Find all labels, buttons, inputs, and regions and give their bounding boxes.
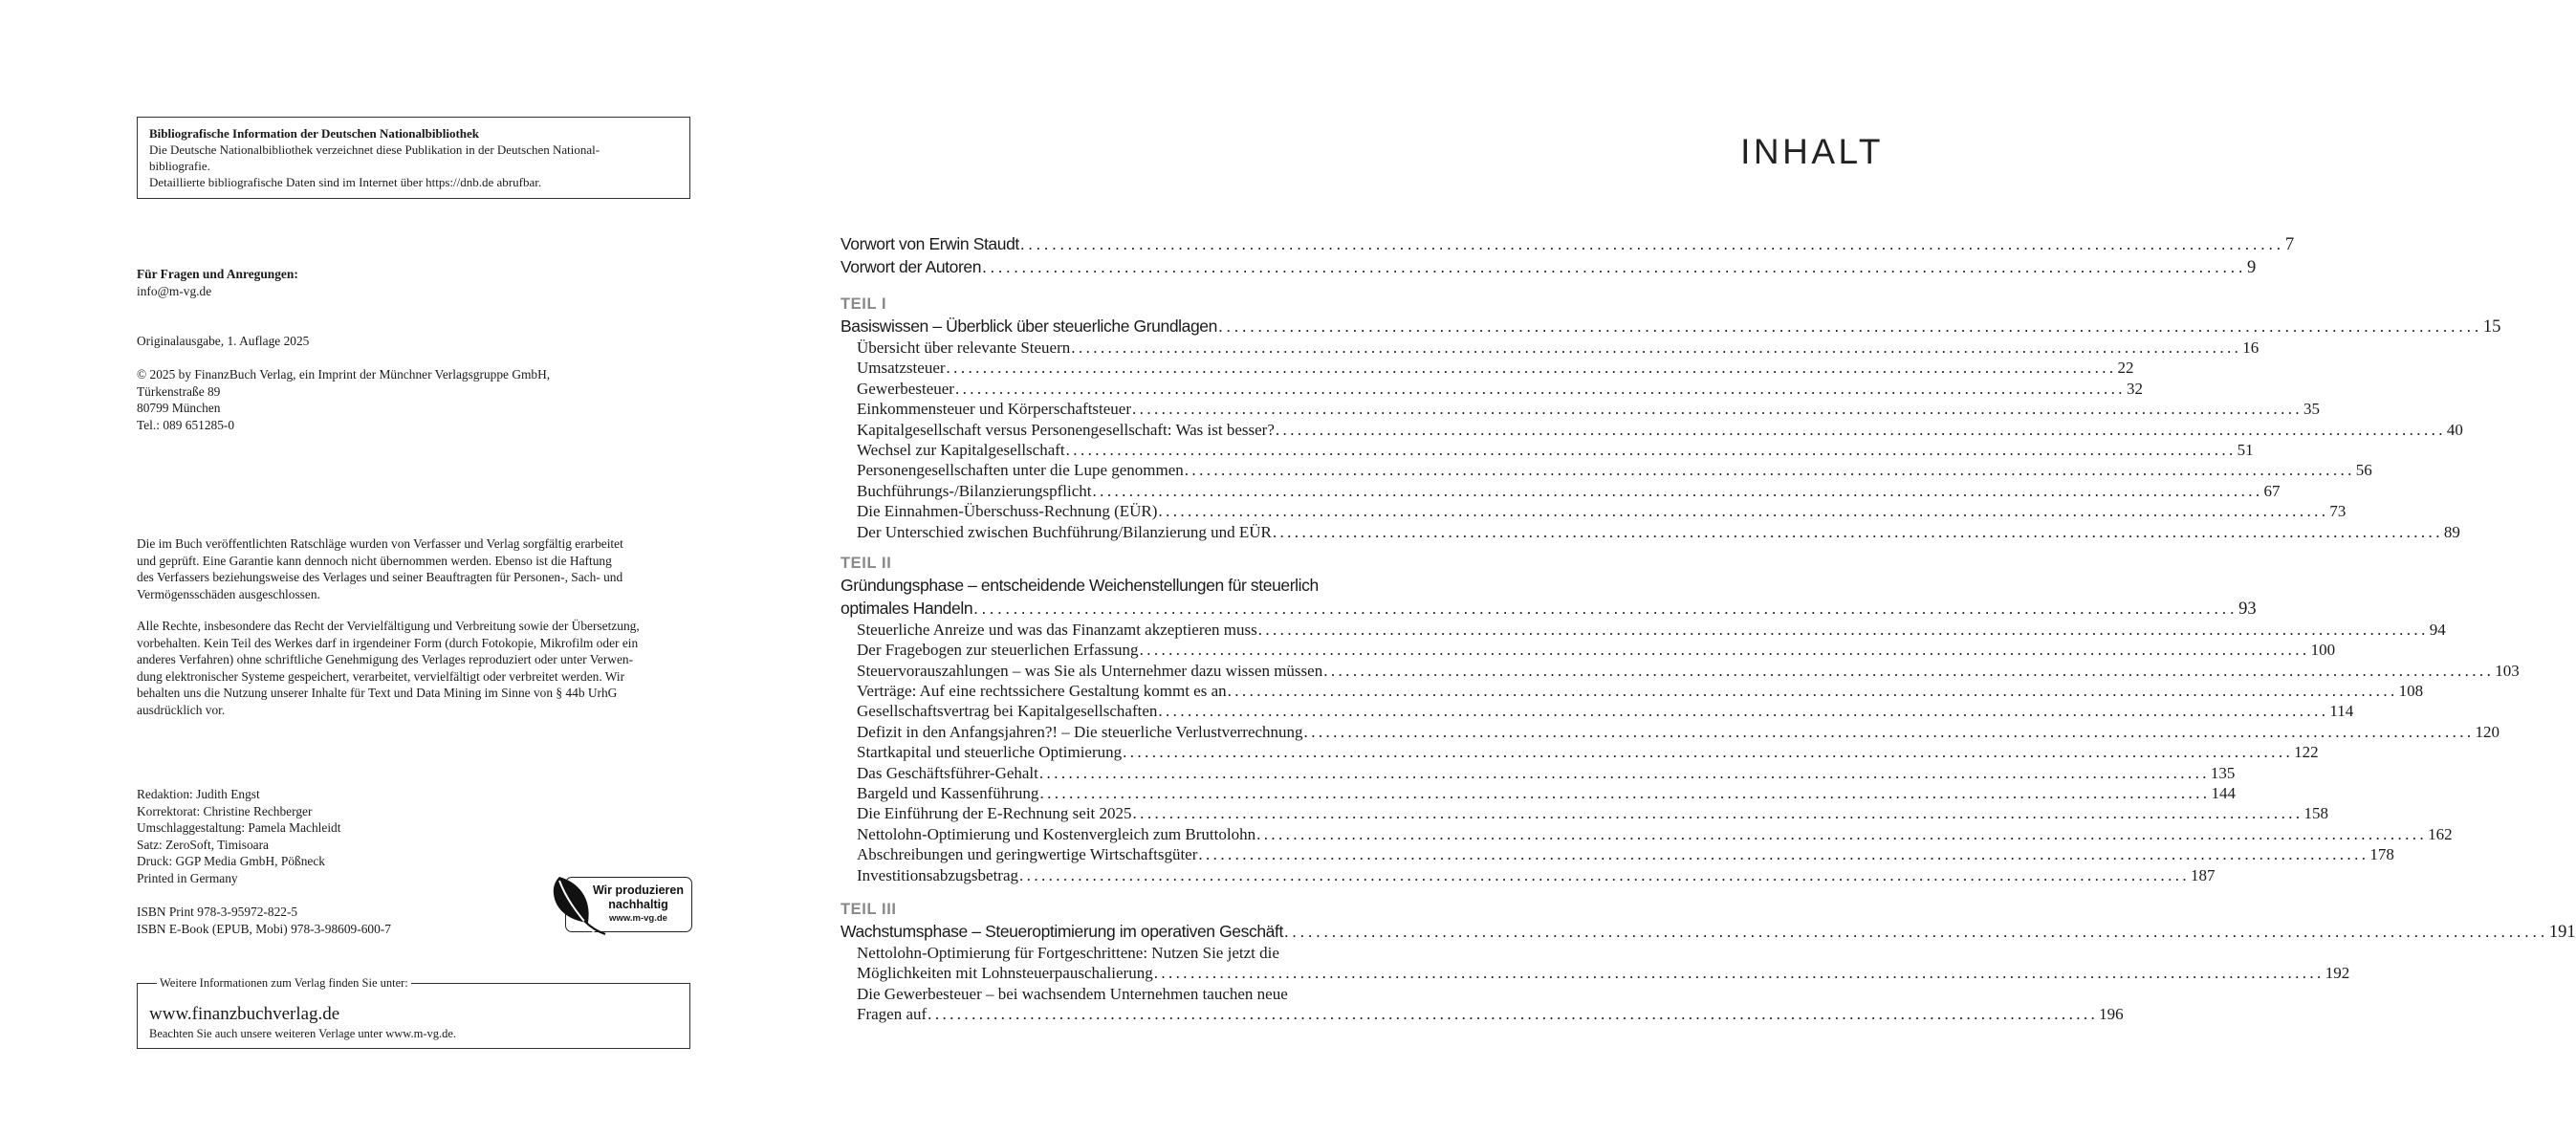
imprint-page [0,0,765,1134]
disclaimer-line: Die im Buch veröffentlichten Ratschläge wurden von Verfasser und Verlag sorgfältig erarbeitet [137,536,623,551]
toc-entry-page: 100 [2310,641,2336,660]
disclaimer-line: und geprüft. Eine Garantie kann dennoch nicht übernommen werden. Ebenso ist die Haftung [137,553,612,568]
credits-block [137,786,691,887]
toc-entry-part[interactable] [840,920,2576,943]
leaf-icon [550,873,607,936]
toc-title: INHALT [1740,132,1884,171]
dot-leader [1154,963,2325,983]
toc-entry-title: Gesellschaftsvertrag bei Kapitalgesellschaften [857,702,1158,721]
disclaimer-line: Vermögensschäden ausgeschlossen. [137,586,320,601]
part-label: TEIL II [840,554,892,572]
credit-line: Redaktion: Judith Engst [137,787,260,801]
toc-entry-title: Bargeld und Kassenführung [857,784,1039,803]
dot-leader [1123,742,2293,762]
dot-leader [1066,440,2237,460]
toc-entry-page: 187 [2191,865,2216,884]
toc-entry-page: 178 [2369,845,2394,864]
toc-entry-title: Die Einführung der E-Rechnung seit 2025 [857,804,1132,823]
credit-line: Korrektorat: Christine Rechberger [137,803,313,818]
toc-entry-title: Wechsel zur Kapitalgesellschaft [857,440,1065,459]
dot-leader [1093,481,2263,501]
toc-entry-chapter[interactable] [857,620,2446,640]
toc-entry-chapter[interactable] [857,420,2463,440]
bibliographic-info-box [137,117,690,199]
toc-entry-page: 162 [2428,824,2453,843]
part-label: TEIL III [840,900,897,918]
toc-entry-page: 114 [2329,702,2354,721]
toc-entry-page: 103 [2495,661,2520,680]
toc-entry-chapter[interactable] [857,783,2236,803]
toc-entry-page: 94 [2429,620,2446,639]
toc-entry-chapter[interactable] [857,865,2216,885]
dot-leader [1218,315,2482,338]
dot-leader [1039,763,2210,783]
toc-entry-title: Fragen auf [857,1005,928,1024]
toc-entry-chapter[interactable] [857,440,2254,460]
toc-entry-page: 135 [2210,763,2236,782]
dot-leader [1185,460,2355,480]
edition-line: Originalausgabe, 1. Auflage 2025 [137,334,310,348]
badge-line: Wir produzieren [592,883,685,897]
toc-entry-preface[interactable] [840,255,2257,278]
toc-entry-page: 158 [2303,804,2329,823]
toc-entry-chapter[interactable] [857,358,2134,378]
toc-entry-page: 108 [2398,682,2424,701]
toc-entry-title: Steuerliche Anreize und was das Finanzamt akzeptieren muss [857,620,1257,639]
toc-entry-chapter[interactable] [857,803,2329,823]
toc-entry-part-line[interactable]: Gründungsphase – entscheidende Weichenstellungen für steuerlich [840,575,1319,595]
address-city: 80799 München [137,401,221,416]
credit-line: Printed in Germany [137,870,238,885]
toc-entry-chapter[interactable] [857,742,2319,762]
toc-entry-title: Das Geschäftsführer-Gehalt [857,763,1038,782]
toc-entry-page: 191 [2548,922,2576,942]
dot-leader [1140,640,2310,660]
toc-entry-page: 192 [2325,964,2350,983]
toc-entry-part[interactable] [840,315,2501,338]
rights-line: behalten uns die Nutzung unserer Inhalte für Text und Data Mining im Sinne von § 44b UrhG [137,686,618,701]
toc-entry-part[interactable] [840,597,2257,620]
toc-entry-title: Gewerbesteuer [857,379,954,398]
dot-leader [1198,844,2369,864]
dot-leader [982,255,2246,278]
rights-line: anderes Verfahren) ohne schriftliche Genehmigung des Verlages reproduziert oder unter Verwen- [137,652,634,667]
toc-entry-chapter[interactable] [857,701,2354,721]
dot-leader [947,358,2117,378]
dot-leader [1158,501,2328,521]
toc-entry-chapter[interactable] [857,661,2520,681]
toc-entry-chapter[interactable] [857,681,2424,701]
isbn-print: ISBN Print 978-3-95972-822-5 [137,905,298,919]
toc-entry-title: Vorwort der Autoren [840,257,982,276]
toc-entry-title: Kapitalgesellschaft versus Personengesellschaft: Was ist besser? [857,420,1275,439]
copyright-line: © 2025 by FinanzBuch Verlag, ein Imprint der Münchner Verlagsgruppe GmbH, [137,367,551,382]
toc-entry-chapter[interactable] [857,824,2453,844]
toc-entry-page: 51 [2237,440,2254,459]
dot-leader [1071,338,2241,358]
toc-entry-page: 67 [2263,481,2281,500]
credit-line: Umschlaggestaltung: Pamela Machleidt [137,820,341,836]
toc-entry-chapter[interactable] [857,640,2336,660]
toc-entry-title: Übersicht über relevante Steuern [857,338,1071,357]
toc-entry-page: 120 [2475,722,2500,741]
toc-entry-page: 32 [2126,379,2143,398]
toc-entry-page: 89 [2443,522,2460,541]
toc-entry-page: 16 [2242,338,2259,357]
rights-line: ausdrücklich vor. [137,702,226,717]
toc-entry-title: Buchführungs-/Bilanzierungspflicht [857,481,1092,500]
sustainability-badge [550,873,695,936]
rights-line: Alle Rechte, insbesondere das Recht der Vervielfältigung und Verbreitung sowie der Übersetzung, [137,619,640,633]
contact-label: Für Fragen und Anregungen: [137,267,298,281]
toc-entry-page: 15 [2482,317,2501,337]
credit-line: Druck: GGP Media GmbH, Pößneck [137,854,325,869]
toc-entry-page: 56 [2355,461,2372,480]
toc-entry-title: Startkapital und steuerliche Optimierung [857,743,1123,762]
toc-entry-chapter[interactable] [857,460,2372,480]
toc-entry-chapter-line[interactable]: Nettolohn-Optimierung für Fortgeschrittene: Nutzen Sie jetzt die [857,943,1279,962]
bibliographic-info-title: Bibliografische Information der Deutschen Nationalbibliothek [149,126,480,141]
credit-line: Satz: ZeroSoft, Timisoara [137,837,269,852]
dot-leader [1258,620,2429,640]
toc-entry-chapter-line[interactable]: Die Gewerbesteuer – bei wachsendem Unternehmen tauchen neue [857,984,1288,1003]
toc-entry-chapter[interactable] [857,399,2321,419]
toc-entry-title: Wachstumsphase – Steueroptimierung im operativen Geschäft [840,921,1283,941]
isbn-ebook: ISBN E-Book (EPUB, Mobi) 978-3-98609-600-7 [137,921,391,936]
dot-leader [1273,522,2443,542]
disclaimer-line: des Verfassers beziehungsweise des Verlages und seiner Beauftragten für Personen-, Sach- und [137,570,623,585]
toc-entry-title: Der Fragebogen zur steuerlichen Erfassung [857,641,1139,660]
dot-leader [1256,824,2427,844]
part-label: TEIL I [840,295,887,313]
toc-entry-page: 122 [2294,743,2319,762]
toc-entry-title: Möglichkeiten mit Lohnsteuerpauschalierung [857,964,1153,983]
dot-leader [1132,399,2303,419]
toc-entry-chapter[interactable] [857,481,2281,501]
contact-email: info@m-vg.de [137,283,212,298]
toc-entry-title: Investitionsabzugsbetrag [857,865,1019,884]
toc-entry-title: Umsatzsteuer [857,359,946,378]
disclaimer-paragraph [137,535,691,602]
dot-leader [1039,783,2210,803]
toc-entry-title: Abschreibungen und geringwertige Wirtschaftsgüter [857,845,1198,864]
rights-paragraph [137,618,691,719]
dot-leader [1019,865,2190,885]
toc-entry-chapter[interactable] [857,963,2350,983]
toc-entry-page: 35 [2303,400,2321,419]
address-street: Türkenstraße 89 [137,383,221,399]
toc-entry-chapter[interactable] [857,501,2347,521]
toc-entry-chapter[interactable] [857,722,2500,742]
badge-url: www.m-vg.de [609,913,667,924]
toc-entry-chapter[interactable] [857,1004,2124,1024]
dot-leader [973,597,2238,620]
toc-entry-title: Vorwort von Erwin Staudt [840,234,1019,253]
dot-leader [1323,661,2494,681]
further-info-legend: Weitere Informationen zum Verlag finden Sie unter: [157,974,411,992]
toc-entry-chapter[interactable] [857,522,2460,542]
toc-entry-page: 93 [2238,599,2257,619]
toc-entry-title: Verträge: Auf eine rechtssichere Gestaltung kommt es an [857,682,1227,701]
contact-block [137,266,691,299]
toc-entry-title: Die Einnahmen-Überschuss-Rechnung (EÜR) [857,502,1158,521]
toc-entry-chapter[interactable] [857,844,2394,864]
toc-entry-title: Nettolohn-Optimierung und Kostenvergleich zum Bruttolohn [857,824,1256,843]
badge-line: nachhaltig [608,898,668,911]
copyright-block [137,366,691,433]
dot-leader [1133,803,2303,823]
table-of-contents [840,232,2576,1025]
toc-entry-title: Personengesellschaften unter die Lupe genommen [857,461,1184,480]
toc-entry-title: optimales Handeln [840,598,973,618]
toc-entry-chapter[interactable] [857,379,2143,399]
further-info-box [137,976,690,1049]
toc-entry-preface[interactable] [840,232,2295,255]
phone-line: Tel.: 089 651285-0 [137,417,235,432]
toc-entry-title: Steuervorauszahlungen – was Sie als Unternehmer dazu wissen müssen [857,661,1323,680]
toc-entry-title: Einkommensteuer und Körperschaftsteuer [857,400,1132,419]
further-info-note: Beachten Sie auch unsere weiteren Verlage unter www.m-vg.de. [149,1027,457,1040]
toc-entry-chapter[interactable] [857,338,2259,358]
toc-entry-chapter[interactable] [857,763,2236,783]
dot-leader [1276,420,2446,440]
toc-entry-page: 196 [2099,1005,2124,1024]
toc-entry-title: Der Unterschied zwischen Buchführung/Bilanzierung und EÜR [857,522,1272,541]
dot-leader [1020,232,2284,255]
toc-entry-page: 40 [2446,420,2463,439]
dot-leader [1228,681,2398,701]
toc-entry-title: Defizit in den Anfangsjahren?! – Die steuerliche Verlustverrechnung [857,722,1303,741]
dot-leader [1284,920,2548,943]
bibliographic-info-line: Die Deutsche Nationalbibliothek verzeichnet diese Publikation in der Deutschen National- [149,142,600,157]
dot-leader [928,1004,2098,1024]
toc-page [765,0,2576,1134]
toc-entry-title: Basiswissen – Überblick über steuerliche Grundlagen [840,316,1217,336]
publisher-website-link[interactable]: www.finanzbuchverlag.de [149,1004,340,1024]
toc-entry-page: 9 [2247,258,2257,277]
dot-leader [1158,701,2328,721]
bibliographic-info-line: Detaillierte bibliografische Daten sind im Internet über https://dnb.de abrufbar. [149,175,542,189]
dot-leader [1304,722,2475,742]
toc-entry-page: 22 [2117,359,2134,378]
rights-line: vorbehalten. Kein Teil des Werkes darf in irgendeiner Form (durch Fotokopie, Mikrofilm oder ein [137,635,639,650]
toc-entry-page: 144 [2211,784,2236,803]
rights-line: dung elektronischer Systeme gespeichert, verarbeitet, vervielfältigt oder verbreitet werden. Wir [137,668,625,684]
dot-leader [955,379,2126,399]
toc-entry-page: 73 [2329,502,2347,521]
bibliographic-info-line: bibliografie. [149,159,210,173]
toc-entry-page: 7 [2284,235,2295,254]
